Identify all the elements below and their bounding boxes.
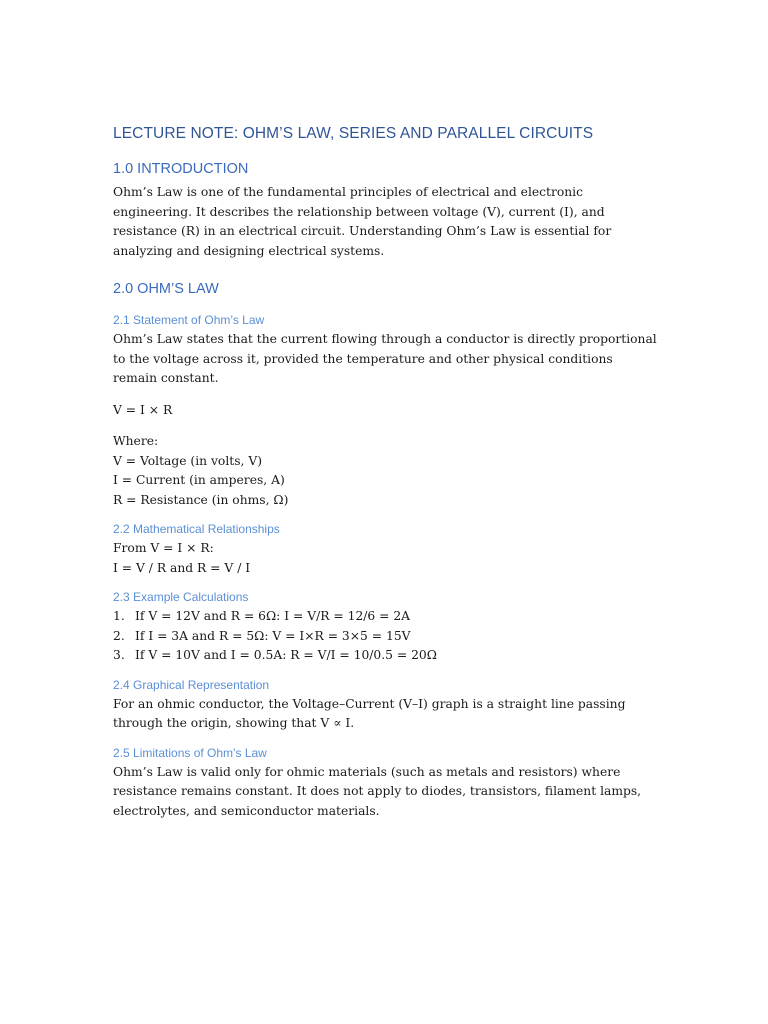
document-page — [113, 125, 658, 821]
list-text: If I = 3A and R = 5Ω: V = I×R = 3×5 = 15V — [135, 628, 411, 643]
list-item — [113, 627, 658, 647]
definition-current: I = Current (in amperes, A) — [113, 473, 285, 487]
list-item — [113, 646, 658, 666]
document-title: LECTURE NOTE: OHM’S LAW, SERIES AND PARALLEL CIRCUITS — [113, 125, 594, 142]
section-heading-introduction: 1.0 INTRODUCTION — [113, 161, 249, 177]
subheading-graphical: 2.4 Graphical Representation — [113, 677, 270, 692]
subheading-statement: 2.1 Statement of Ohm’s Law — [113, 313, 265, 327]
definition-resistance: R = Resistance (in ohms, Ω) — [113, 492, 289, 507]
list-text: If V = 10V and I = 0.5A: R = V/I = 10/0.5 = 20Ω — [135, 648, 437, 662]
list-number: 2. — [113, 628, 125, 643]
subheading-relationships: 2.2 Mathematical Relationships — [113, 522, 280, 536]
statement-paragraph: Ohm’s Law states that the current flowing through a conductor is directly proportional to the voltage across it, provided the temperature and other physical conditions remain constant. — [113, 332, 657, 385]
section-ohms-law — [113, 281, 658, 821]
relationship-line: I = V / R and R = V / I — [113, 560, 251, 575]
where-label: Where: — [113, 434, 159, 448]
relationship-line: From V = I × R: — [113, 541, 214, 555]
graphical-paragraph: For an ohmic conductor, the Voltage–Current (V–I) graph is a straight line passing through the origin, showing that V ∝ I. — [113, 696, 626, 730]
list-number: 3. — [113, 648, 125, 662]
section-introduction — [113, 161, 658, 261]
subheading-limitations: 2.5 Limitations of Ohm’s Law — [113, 745, 267, 760]
section-heading-ohms-law: 2.0 OHM’S LAW — [113, 281, 219, 297]
example-list — [113, 607, 658, 666]
list-number: 1. — [113, 609, 125, 623]
list-item — [113, 607, 658, 627]
introduction-paragraph: Ohm’s Law is one of the fundamental principles of electrical and electronic engineering. It describes the relationship between voltage (V), current (I), and resistance (R) in an electrical circuit. Understanding Ohm’s Law is essential for analyzing and designing electrical systems. — [113, 185, 612, 258]
limitations-paragraph: Ohm’s Law is valid only for ohmic materials (such as metals and resistors) where resistance remains constant. It does not apply to diodes, transistors, filament lamps, electrolytes, and semiconductor materials. — [113, 764, 642, 818]
definition-voltage: V = Voltage (in volts, V) — [113, 453, 263, 468]
subheading-examples: 2.3 Example Calculations — [113, 590, 249, 604]
formula: V = I × R — [113, 402, 173, 417]
list-text: If V = 12V and R = 6Ω: I = V/R = 12/6 = 2A — [135, 609, 411, 623]
